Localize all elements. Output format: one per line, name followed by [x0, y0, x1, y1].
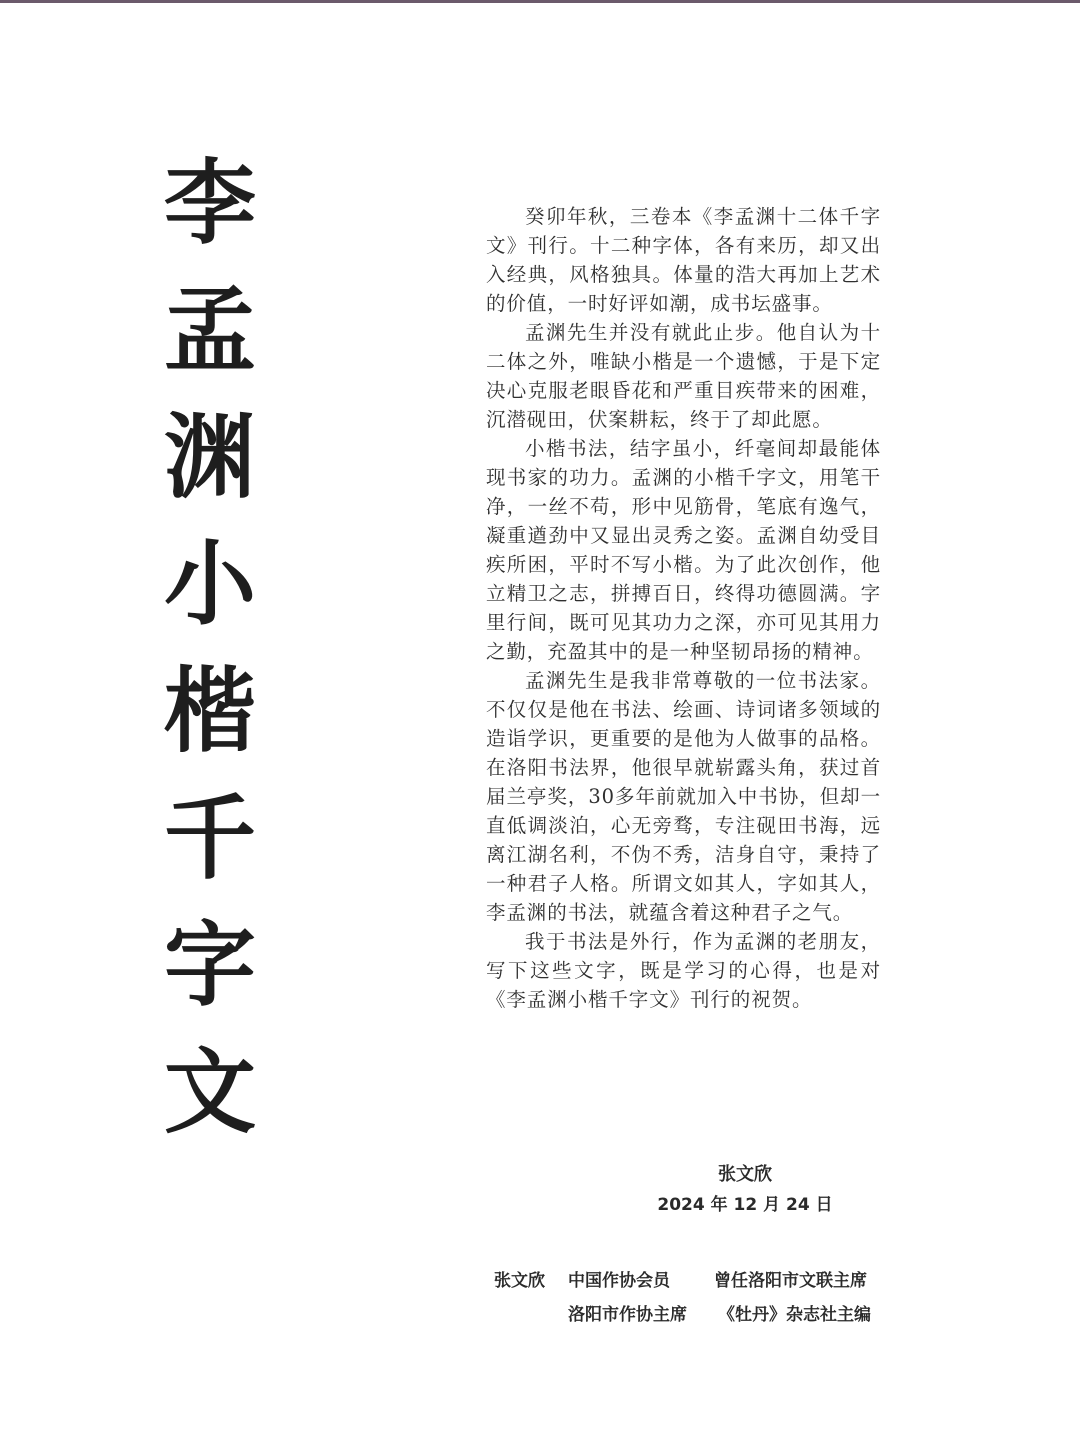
credit-role: 《牡丹》杂志社主编 [718, 1305, 871, 1325]
essay-body [486, 202, 881, 1014]
title-char: 字 [163, 911, 256, 1019]
credit-author-name: 张文欣 [494, 1271, 545, 1291]
credit-role: 中国作协会员 [568, 1271, 670, 1291]
title-char: 小 [163, 530, 256, 638]
title-char: 渊 [163, 403, 256, 511]
author-credits [490, 1266, 885, 1334]
essay-paragraph: 孟渊先生是我非常尊敬的一位书法家。不仅仅是他在书法、绘画、诗词诸多领域的造诣学识，更重要的是他为人做事的品格。在洛阳书法界，他很早就崭露头角，获过首届兰亭奖，30多年前就加入中书协，但却一直低调淡泊，心无旁骛，专注砚田书海，远离江湖名利，不伪不秀，洁身自守，秉持了一种君子人格。所谓文如其人，字如其人，李孟渊的书法，就蕴含着这种君子之气。 [486, 669, 881, 924]
essay-paragraph: 小楷书法，结字虽小，纤毫间却最能体现书家的功力。孟渊的小楷千字文，用笔干净，一丝不苟，形中见筋骨，笔底有逸气，凝重遒劲中又显出灵秀之姿。孟渊自幼受目疾所困，平时不写小楷。为了此次创作，他立精卫之志，拼搏百日，终得功德圆满。字里行间，既可见其功力之深，亦可见其用力之勤，充盈其中的是一种坚韧昂扬的精神。 [486, 437, 881, 663]
credits-row [490, 1300, 885, 1334]
essay-paragraph: 癸卯年秋，三卷本《李孟渊十二体千字文》刊行。十二种字体，各有来历，却又出入经典，风格独具。体量的浩大再加上艺术的价值，一时好评如潮，成书坛盛事。 [486, 205, 881, 315]
title-char: 孟 [163, 276, 256, 384]
title-char: 千 [163, 784, 256, 892]
signature-date: 2024 年 12 月 24 日 [657, 1195, 833, 1215]
top-border-rule [0, 0, 1080, 3]
credits-row [490, 1266, 885, 1300]
title-char: 李 [163, 149, 256, 257]
credit-role: 洛阳市作协主席 [568, 1305, 687, 1325]
credit-role: 曾任洛阳市文联主席 [714, 1271, 867, 1291]
title-char: 文 [163, 1038, 256, 1146]
page-title [150, 140, 270, 1156]
signature-block [600, 1160, 890, 1220]
title-char: 楷 [163, 657, 256, 765]
essay-paragraph: 我于书法是外行，作为孟渊的老朋友，写下这些文字，既是学习的心得，也是对《李孟渊小楷千字文》刊行的祝贺。 [486, 930, 881, 1011]
author-name: 张文欣 [718, 1164, 772, 1185]
essay-paragraph: 孟渊先生并没有就此止步。他自认为十二体之外，唯缺小楷是一个遗憾，于是下定决心克服老眼昏花和严重目疾带来的困难，沉潜砚田，伏案耕耘，终于了却此愿。 [486, 321, 881, 431]
